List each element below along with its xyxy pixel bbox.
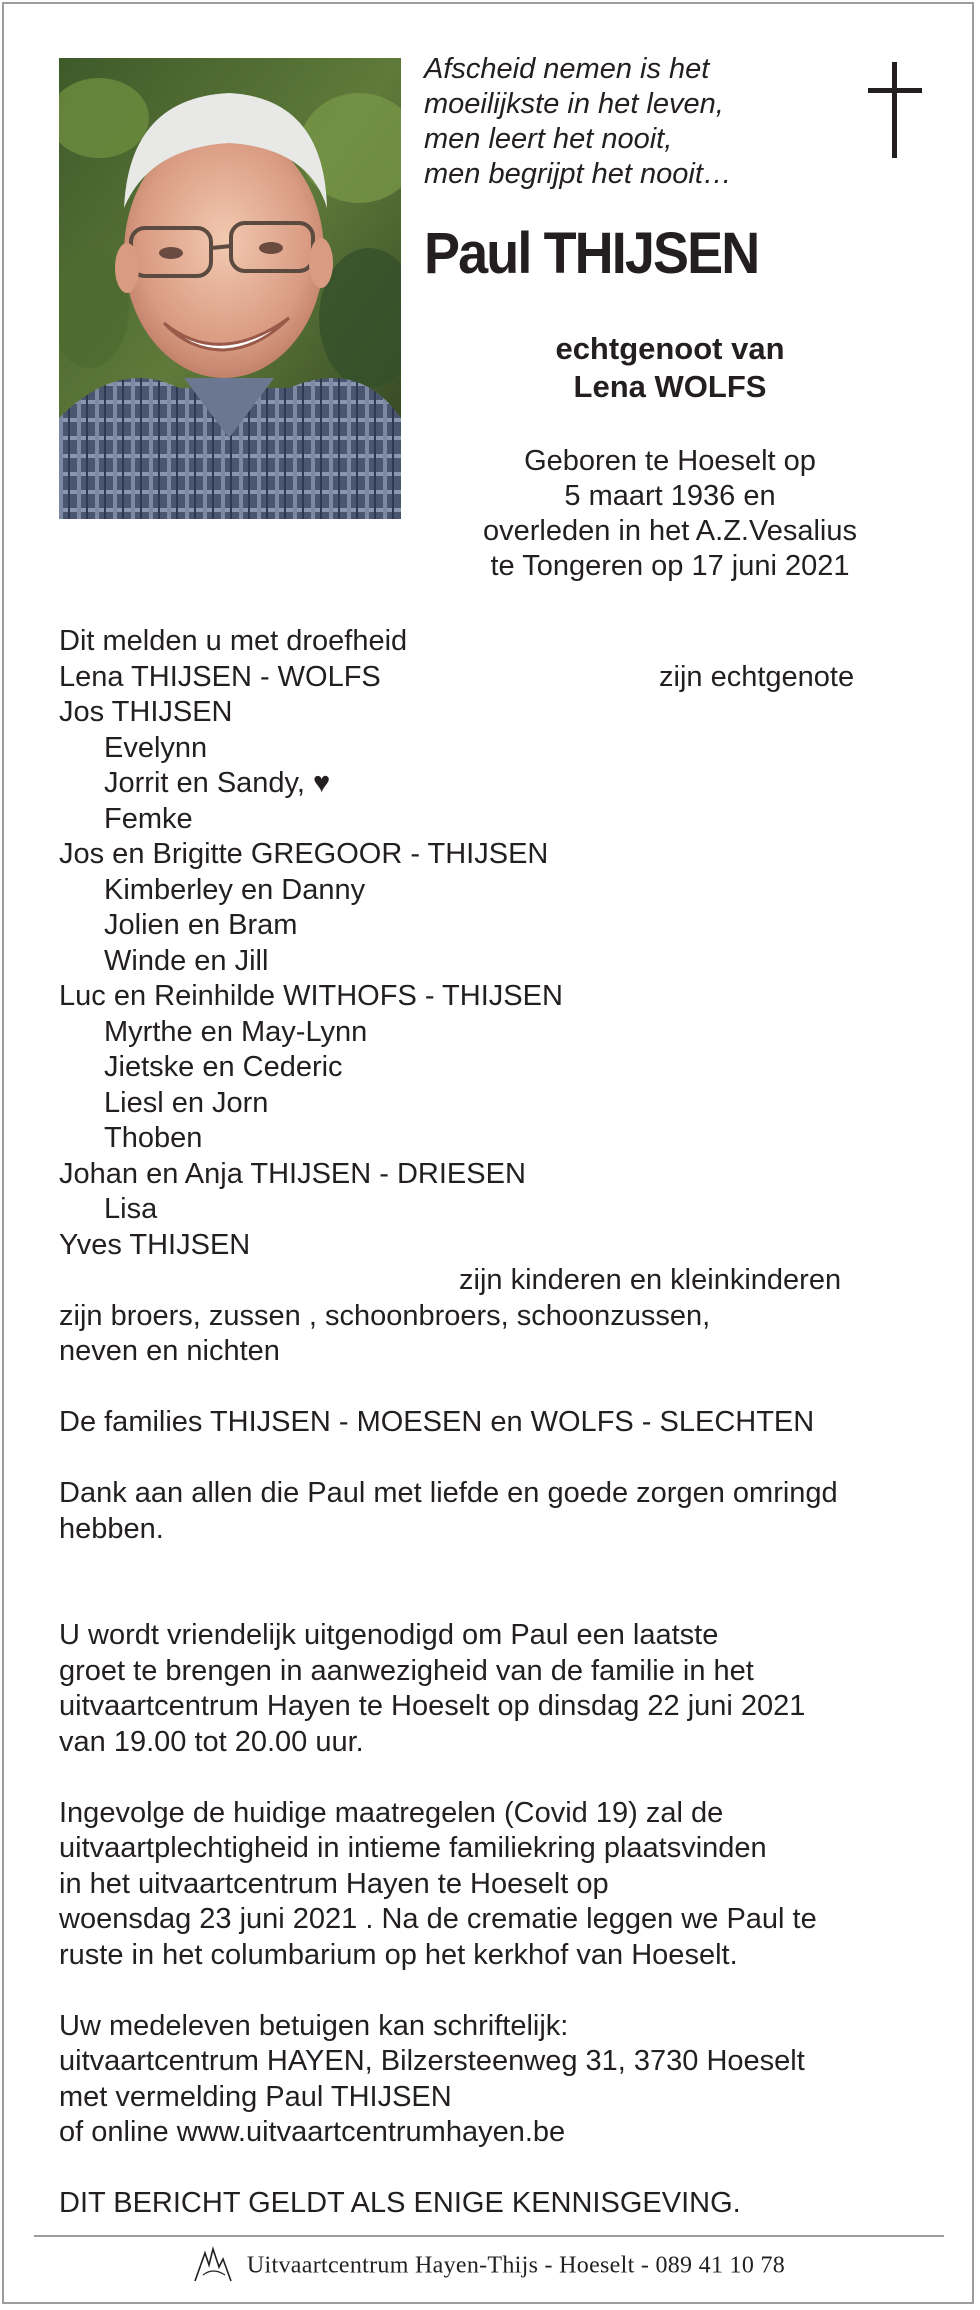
quote-line: men leert het nooit,	[424, 123, 673, 155]
deceased-name: Paul THIJSEN	[424, 221, 759, 286]
ceremony-line: Ingevolge de huidige maatregelen (Covid 19) zal de	[59, 1796, 724, 1829]
spouse-line: Lena WOLFS	[573, 369, 767, 404]
family-parent: Jos THIJSEN	[59, 696, 233, 728]
quote-line: men begrijpt het nooit…	[424, 158, 732, 190]
family-child: Evelynn	[104, 731, 208, 764]
ceremony-line: ruste in het columbarium op het kerkhof van Hoeselt.	[59, 1938, 738, 1971]
notice-line: DIT BERICHT GELDT ALS ENIGE KENNISGEVING.	[59, 2187, 741, 2219]
invitation-line: U wordt vriendelijk uitgenodigd om Paul een laatste	[59, 1619, 719, 1651]
quote	[424, 52, 864, 192]
footer	[0, 2244, 976, 2285]
birth-line: 5 maart 1936 en	[564, 480, 776, 512]
quote-line: Afscheid nemen is het	[424, 53, 710, 85]
family-parent: Yves THIJSEN	[59, 1228, 251, 1261]
family-child: Kimberley en Danny	[104, 873, 366, 906]
family-parent: Luc en Reinhilde WITHOFS - THIJSEN	[59, 980, 563, 1012]
condolences-line: Uw medeleven betuigen kan schriftelijk:	[59, 2009, 569, 2042]
intro-line: Dit melden u met droefheid	[59, 625, 408, 657]
spouse-name: Lena THIJSEN - WOLFS	[59, 660, 381, 693]
ceremony-line: in het uitvaartcentrum Hayen te Hoeselt op	[59, 1867, 609, 1900]
spouse-block	[470, 330, 870, 406]
condolences-line: of online www.uitvaartcentrumhayen.be	[59, 2116, 566, 2148]
family-child: Jorrit en Sandy, ♥	[104, 767, 331, 799]
families-line: De families THIJSEN - MOESEN en WOLFS - SLECHTEN	[59, 1406, 815, 1438]
family-child: Thoben	[104, 1122, 203, 1154]
invitation-line: groet te brengen in aanwezigheid van de familie in het	[59, 1654, 754, 1687]
invitation-line: uitvaartcentrum Hayen te Hoeselt op dinsdag 22 juni 2021	[59, 1690, 806, 1722]
birth-line: te Tongeren op 17 juni 2021	[490, 550, 850, 582]
family-child: Jietske en Cederic	[104, 1051, 343, 1083]
ceremony-line: uitvaartplechtigheid in intieme familiekring plaatsvinden	[59, 1832, 767, 1864]
obituary-body	[59, 624, 919, 2222]
spouse-row	[59, 660, 919, 696]
family-parent: Jos en Brigitte GREGOOR - THIJSEN	[59, 838, 549, 870]
family-parent: Johan en Anja THIJSEN - DRIESEN	[59, 1157, 526, 1190]
siblings-line: neven en nichten	[59, 1335, 280, 1367]
family-child: Lisa	[104, 1193, 158, 1225]
siblings-line: zijn broers, zussen , schoonbroers, schoonzussen,	[59, 1299, 711, 1332]
family-child: Femke	[104, 802, 193, 835]
children-role-row	[59, 1263, 919, 1299]
cross-icon	[866, 62, 926, 160]
birth-line: overleden in het A.Z.Vesalius	[482, 515, 857, 547]
footer-divider	[34, 2235, 944, 2237]
footer-text: Uitvaartcentrum Hayen-Thijs - Hoeselt - 089 41 10 78	[246, 2252, 786, 2279]
children-role: zijn kinderen en kleinkinderen	[459, 1264, 842, 1296]
thanks-line: hebben.	[59, 1512, 164, 1545]
birth-line: Geboren te Hoeselt op	[524, 445, 816, 477]
spouse-role: zijn echtgenote	[659, 660, 855, 693]
thanks-line: Dank aan allen die Paul met liefde en goede zorgen omringd	[59, 1477, 838, 1509]
invitation-line: van 19.00 tot 20.00 uur.	[59, 1725, 364, 1758]
condolences-line: uitvaartcentrum HAYEN, Bilzersteenweg 31, 3730 Hoeselt	[59, 2045, 805, 2077]
family-child: Winde en Jill	[104, 944, 269, 977]
portrait-photo	[59, 58, 401, 519]
quote-line: moeilijkste in het leven,	[424, 88, 724, 120]
birth-death-block	[430, 444, 910, 584]
family-child: Jolien en Bram	[104, 909, 298, 941]
ceremony-line: woensdag 23 juni 2021 . Na de crematie leggen we Paul te	[59, 1903, 817, 1935]
spouse-line: echtgenoot van	[555, 331, 785, 366]
family-child: Liesl en Jorn	[104, 1086, 269, 1119]
family-child: Myrthe en May-Lynn	[104, 1015, 368, 1048]
condolences-line: met vermelding Paul THIJSEN	[59, 2080, 452, 2113]
hayen-logo-icon	[191, 2245, 235, 2285]
